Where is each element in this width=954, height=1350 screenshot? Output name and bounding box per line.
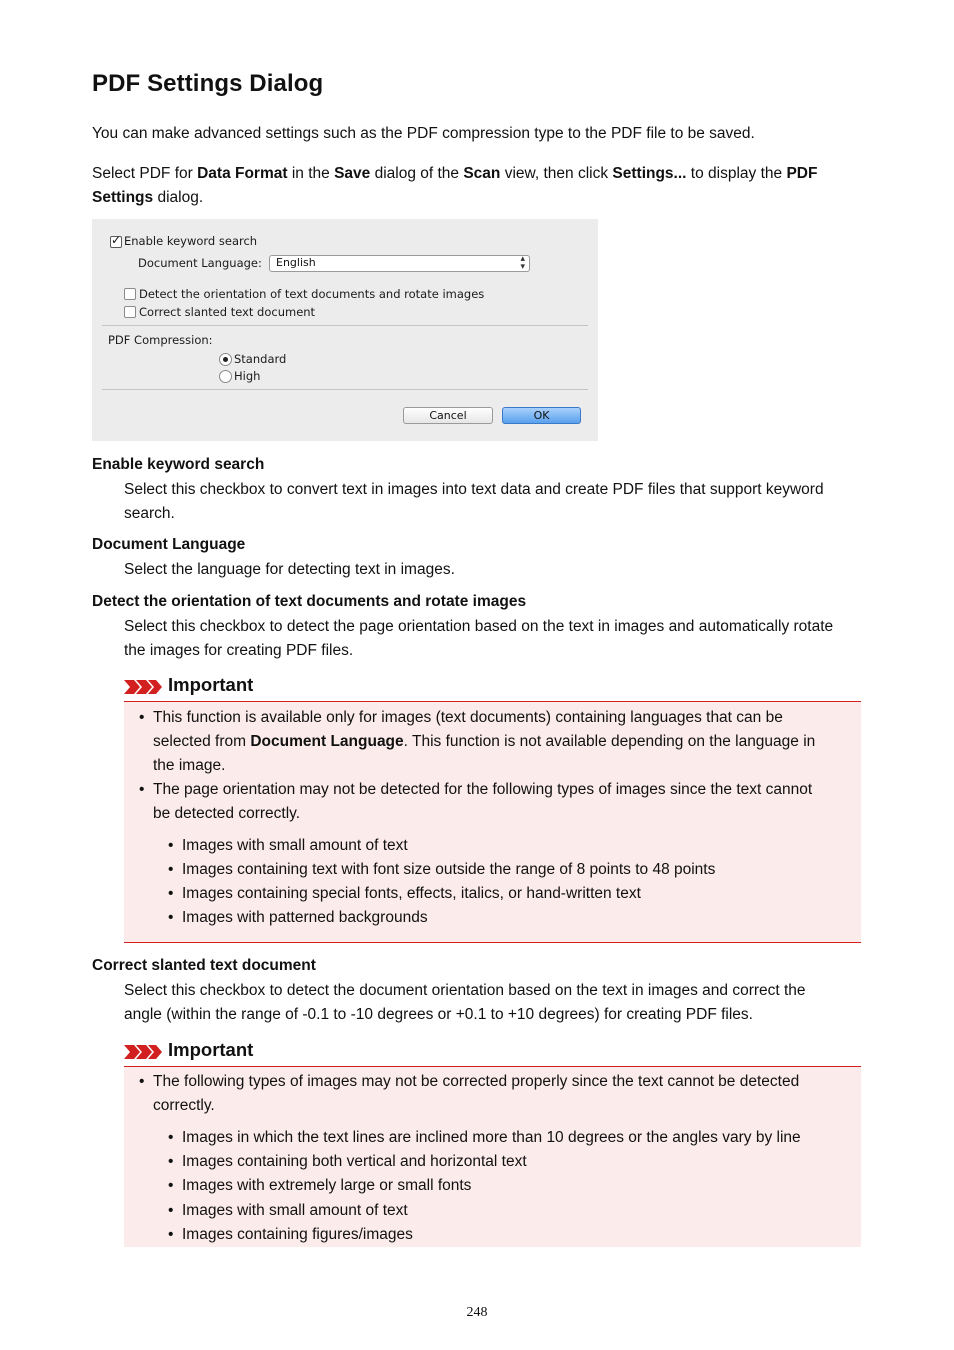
high-radio-label: High bbox=[234, 369, 261, 383]
desc-correct-slanted: Select this checkbox to detect the document orientation based on the text in images and correct the angle (within the range of -0.1 to -10 degrees or +0.1 to +10 degrees) for creating PDF files. bbox=[124, 982, 806, 1023]
pdf-settings-dialog bbox=[92, 219, 598, 441]
page-number: 248 bbox=[466, 1305, 488, 1320]
desc-document-language: Select the language for detecting text in images. bbox=[124, 561, 455, 578]
correct-slanted-label: Correct slanted text document bbox=[139, 305, 316, 319]
list-item: • This function is available only for images (text documents) containing languages that can be selected from Document Language. This function is not available depending on the language in the image. bbox=[139, 709, 816, 774]
important-arrows-icon bbox=[124, 680, 164, 694]
intro-paragraph: You can make advanced settings such as the PDF compression type to the PDF file to be saved. bbox=[92, 125, 755, 142]
desc-detect-orientation: Select this checkbox to detect the page orientation based on the text in images and automatically rotate the images for creating PDF files. bbox=[124, 618, 834, 659]
cancel-button[interactable]: Cancel bbox=[403, 407, 493, 424]
document-language-label: Document Language: bbox=[138, 256, 262, 270]
important-heading: Important bbox=[124, 674, 861, 698]
document-language-select[interactable]: English ▴ ▾ bbox=[269, 255, 530, 272]
correct-slanted-checkbox[interactable] bbox=[124, 306, 136, 318]
important-arrows-icon bbox=[124, 1045, 164, 1059]
important-box bbox=[124, 1067, 861, 1247]
list-item: • Images with extremely large or small fonts bbox=[168, 1177, 472, 1194]
standard-radio-label: Standard bbox=[234, 352, 287, 366]
standard-radio[interactable] bbox=[219, 353, 232, 366]
dialog-divider bbox=[102, 389, 588, 390]
enable-keyword-search-checkbox[interactable] bbox=[110, 236, 122, 248]
list-item: • The following types of images may not be corrected properly since the text cannot be detected correctly. bbox=[139, 1073, 800, 1114]
term-enable-keyword-search: Enable keyword search bbox=[92, 456, 265, 473]
list-item: • Images in which the text lines are inclined more than 10 degrees or the angles vary by line bbox=[168, 1129, 801, 1146]
list-item: • Images with small amount of text bbox=[168, 837, 408, 854]
desc-enable-keyword-search: Select this checkbox to convert text in images into text data and create PDF files that support keyword search. bbox=[124, 481, 824, 522]
list-item: • Images with patterned backgrounds bbox=[168, 909, 428, 926]
ok-button[interactable]: OK bbox=[502, 407, 581, 424]
term-document-language: Document Language bbox=[92, 536, 246, 553]
pdf-compression-label: PDF Compression: bbox=[108, 333, 213, 347]
page-title: PDF Settings Dialog bbox=[92, 70, 324, 97]
detect-orientation-checkbox[interactable] bbox=[124, 288, 136, 300]
list-item: • The page orientation may not be detected for the following types of images since the text cannot be detected correctly. bbox=[139, 781, 813, 822]
important-box bbox=[124, 702, 861, 942]
dialog-divider bbox=[102, 325, 588, 326]
term-correct-slanted: Correct slanted text document bbox=[92, 957, 316, 974]
important-rule bbox=[124, 942, 861, 943]
select-arrows-icon: ▴ ▾ bbox=[520, 254, 525, 272]
list-item: • Images containing special fonts, effects, italics, or hand-written text bbox=[168, 885, 641, 902]
important-heading: Important bbox=[124, 1039, 861, 1063]
list-item: • Images containing text with font size outside the range of 8 points to 48 points bbox=[168, 861, 716, 878]
high-radio[interactable] bbox=[219, 370, 232, 383]
detect-orientation-label: Detect the orientation of text documents and rotate images bbox=[139, 287, 485, 301]
term-detect-orientation: Detect the orientation of text documents and rotate images bbox=[92, 593, 527, 610]
list-item: • Images containing figures/images bbox=[168, 1226, 413, 1243]
list-item: • Images containing both vertical and horizontal text bbox=[168, 1153, 527, 1170]
instruction-paragraph: Select PDF for Data Format in the Save dialog of the Scan view, then click Settings... to display the PDF Settings dialog. bbox=[92, 165, 818, 206]
list-item: • Images with small amount of text bbox=[168, 1202, 408, 1219]
enable-keyword-search-label: Enable keyword search bbox=[124, 234, 258, 248]
